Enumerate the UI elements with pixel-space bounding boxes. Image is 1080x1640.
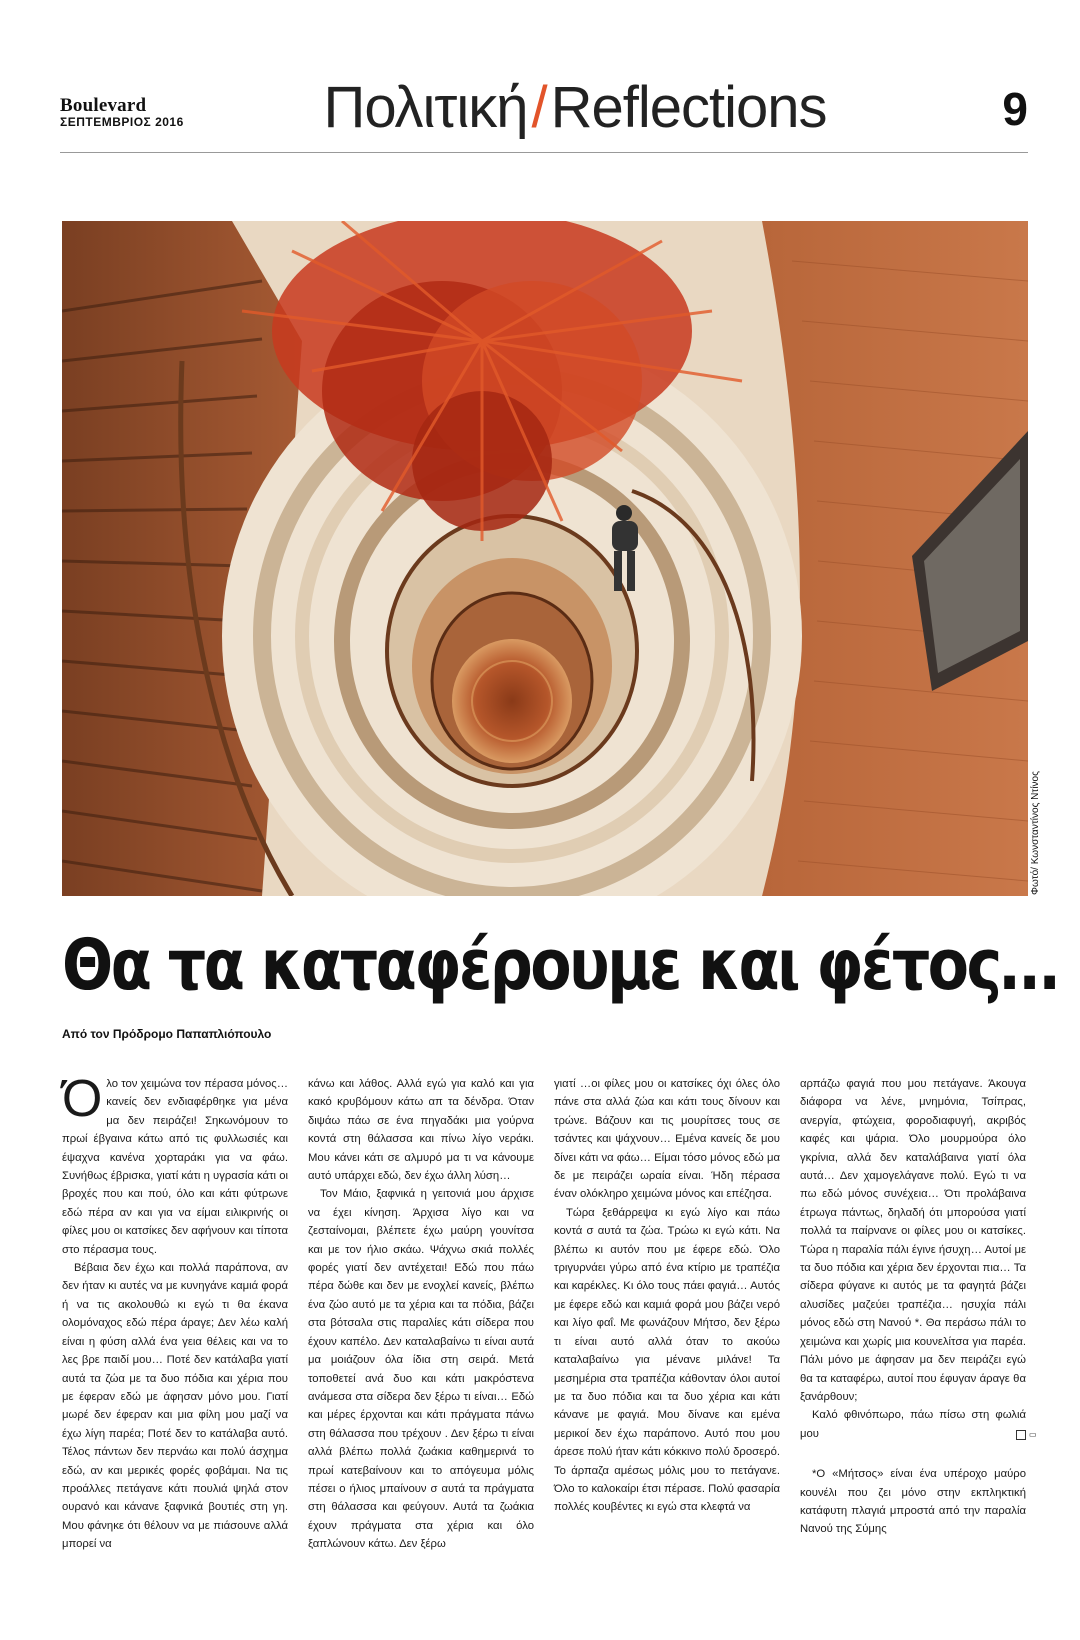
brand-name: Boulevard [60,95,147,116]
article-headline: Θα τα καταφέρουμε και φέτος… [62,924,1058,1006]
closing-line: Καλό φθινόπωρο, πάω πίσω στη φωλιά μου [800,1409,1026,1440]
section-title-right: Reflections [550,75,827,140]
photo-credit: Φωτό/ Κωνσταντίνος Ντίνος [1030,771,1041,895]
page-header [60,75,1028,150]
paragraph: Τώρα ξεθάρρεψα κι εγώ λίγο και πάω κοντά σ αυτά τα ζώα. Τρώω κι εγώ κάτι. Να βλέπω κι αυτόν που με έφερε εδώ. Όλο τριγυρνάει γύρω από ένα κτίριο με τραπέζια και καρέκλες. Κι όλο τους πάει φαγιά… Αυτός με έφερε εδώ και καμιά φορά μου βάζει νερό και λίγο φαΐ. Με φωνάζουν Μήτσο, δεν ξέρω τι είναι αυτό αλλά όταν το ακούω καταλαβαίνω για μένανε μιλάνε! Τα μεσημέρια στα τραπέζια κάθονταν όλοι αυτοί με τα δυο πόδια και τα δυο χέρια και κάτι κάνανε με φαγιά. Μου δίνανε και εμένα μερικοί δεν έχω παράπονο. Αυτό που μου άρεσε πολύ ήταν κάτι κόκκινο πολύ δροσερό. Το άρπαζα αμέσως μόλις μου το πετάγανε. Όλο το καλοκαίρι έτσι πέρασε. Πολύ φασαρία πολλές κουβέντες κι εγώ στα κλεφτά να [554,1206,780,1514]
section-title [315,75,835,140]
paragraph: γιατί …οι φίλες μου οι κατσίκες όχι όλες όλο πάνε στα αλλά ζώα και κάτι τους δίνουν και τρώνε. Βάζουν και τις μουρίτσες τους σε τσάντες και ψάχνουν… Εμένα κανείς δε μου δίνει κάτι να φάω… Είμαι τόσο μόνος εδώ μα δε με πειράζει ωραία είναι. Ήδη πέρασα έναν ολόκληρο χειμώνα μόνος και επέζησα. [554,1078,780,1201]
column-1 [62,1070,288,1554]
spiral-staircase-illustration [62,221,1028,896]
section-title-slash: / [531,75,547,140]
paragraph: Βέβαια δεν έχω και πολλά παράπονα, αν δεν ήταν κι αυτές να με κυνηγάνε καμιά φορά ή να τις ακολουθώ κι εγώ τι θα έκανα ολομόναχος εδώ πέρα άραγε; Δεν λέω καλή είναι η φύση αλλά ένα γεια θέλεις και να το λες βρε παιδί μου… Ποτέ δεν κατάλαβα γιατί αυτά τα ζώα με τα δυο πόδια και χέρια που με έφεραν εδώ με άφησαν μόνο μου. Γιατί μωρέ δεν έφεραν και μια φίλη μου μαζί να έχω λίγη παρέα; Ποτέ δεν το κατάλαβα αυτό. Τέλος πάντων δεν περνάω και πολύ άσχημα εδώ, αν και μερικές φορές φοβάμαι. Να τις προάλλες πετάγανε κάτι πουλιά ψηλά στον ουρανό και κάνανε ξαφνικά βουτιές στη γη. Μου φάνηκε ότι θέλουν να με πιάσουνε αλλά μπορεί να [62,1262,288,1551]
paragraph [800,1406,1037,1443]
article-photo [62,221,1028,896]
issue-date: ΣΕΠΤΕΜΒΡΙΟΣ 2016 [60,115,184,129]
end-mark-icon: ▭ [1016,1430,1026,1440]
column-3 [554,1075,780,1517]
masthead [60,96,184,128]
footnote: *Ο «Μήτσος» είναι ένα υπέροχο μαύρο κουνέλι που ζει μόνο στην εκπληκτική κατάφυτη πλαγιά μπροστά από την παραλία Νανού της Σύμης [800,1468,1026,1536]
header-rule [60,152,1028,153]
paragraph: αρπάζω φαγιά που μου πετάγανε. Άκουγα διάφορα να λένε, μνημόνια, Τσίπρας, ανεργία, φτώχεια, φοροδιαφυγή, ακριβός καφές και ψάρια. Όλο μουρμούρα όλο γκρίνια, αλλά δεν καταλάβαινα γιατί όλα αυτά… Δεν χαμογελάγανε πολύ. Εγώ τι να πω εδώ μόνος συνέχεια… Ότι προλάβαινα έτρωγα πάντως, δηλαδή ότι μπορούσα γιατί πολλά τα παίρνανε οι φίλες μου οι κατσίκες. Τώρα η παραλία πάλι έγινε ήσυχη… Αυτοί με τα δυο πόδια και χέρια δεν έρχονται πια… Τα σίδερα φύγανε κι αυτός με τα φαγητά βάζει αλυσίδες μαζεύει τραπέζια… ησυχία πάλι μόνος εδώ στη Νανού *. Θα περάσω πάλι το χειμώνα και χωρίς μια κουνελίτσα για παρέα. Πάλι μόνο με άφησαν μα δεν πειράζει εγώ θα τα καταφέρω, αυτοί που έφυγαν άραγε θα ξανάρθουν; [800,1078,1026,1403]
paragraph [62,1070,288,1259]
column-2 [308,1075,534,1554]
paragraph: κάνω και λάθος. Αλλά εγώ για καλό και για κακό κρυβόμουν κάτω απ τα δένδρα. Όταν διψάω πάω σε ένα πηγαδάκι μια γούρνα κοντά στη θάλασσα και πίνω λίγο νεράκι. Μου κάνει κάτι σε αλμυρό μα τι να κάνουμε αυτό υπάρχει εδώ, δεν έχω άλλη λύση… [308,1078,534,1183]
paragraph-text: λο τον χειμώνα τον πέρασα μόνος… κανείς δεν ενδιαφέρθηκε για μένα μα δεν πειράζει! Σηκωνόμουν το πρωί έβγαινα κάτω από τις φυλλωσιές και έψαχνα κανένα χορταράκι για να φάω. Συνήθως έβρισκα, γιατί κάτι η υγρασία κάτι οι βροχές που και πού, όλο και κάτι φύτρωνε εδώ πέρα αν και για να είμαι ειλικρινής οι φίλες μου οι κατσίκες δεν αφήνουν και τίποτα στο πέρασμα τους. [62,1078,288,1256]
column-4 [800,1075,1037,1539]
article-byline: Από τον Πρόδρομο Παπαπλιόπουλο [62,1027,272,1041]
page-number: 9 [1002,83,1028,135]
paragraph: Τον Μάιο, ξαφνικά η γειτονιά μου άρχισε να έχει κίνηση. Άρχισα λίγο και να ζεσταίνομαι, βλέπετε έχω μαύρη γουνίτσα και με τον ήλιο σκάω. Ψάχνω σκιά πολλές φορές γιατί δεν αντέχεται! Εδώ που πάω πέρα δώθε και δεν με ενοχλεί κανείς, βλέπω ένα ζώο αυτό με τα χέρια και τα πόδια, βάζει στα βότσαλα στις παραλίες κάτι σίδερα που έχουν καπέλο. Δεν καταλαβαίνω τι είναι αυτά μα μοιάζουν όλα ίδια στη σειρά. Μετά τοποθετεί ανά δυο και κάτι μακρόστενα ανάμεσα στα σίδερα δεν ξέρω τι είναι… Εδώ και μέρες έρχονται και κάτι πράγματα πάνω στη θάλασσα που τρέχουν . Δεν ξέρω τι είναι αλλά βλέπω πολλά ζωάκια καθημερινά το πρωί κατεβαίνουν και το απόγευμα μόλις πέσει ο ήλιος μπαίνουν σ αυτά τα πράγματα στη θάλασσα και φεύγουν. Αυτά τα ζωάκια έχουν πράγματα στα χέρια και όλο ξαπλώνουν κάτω. Δεν ξέρω [308,1188,534,1551]
drop-cap: Ό [62,1070,103,1128]
article-body [62,1070,1037,1620]
section-title-left: Πολιτική [323,75,528,140]
